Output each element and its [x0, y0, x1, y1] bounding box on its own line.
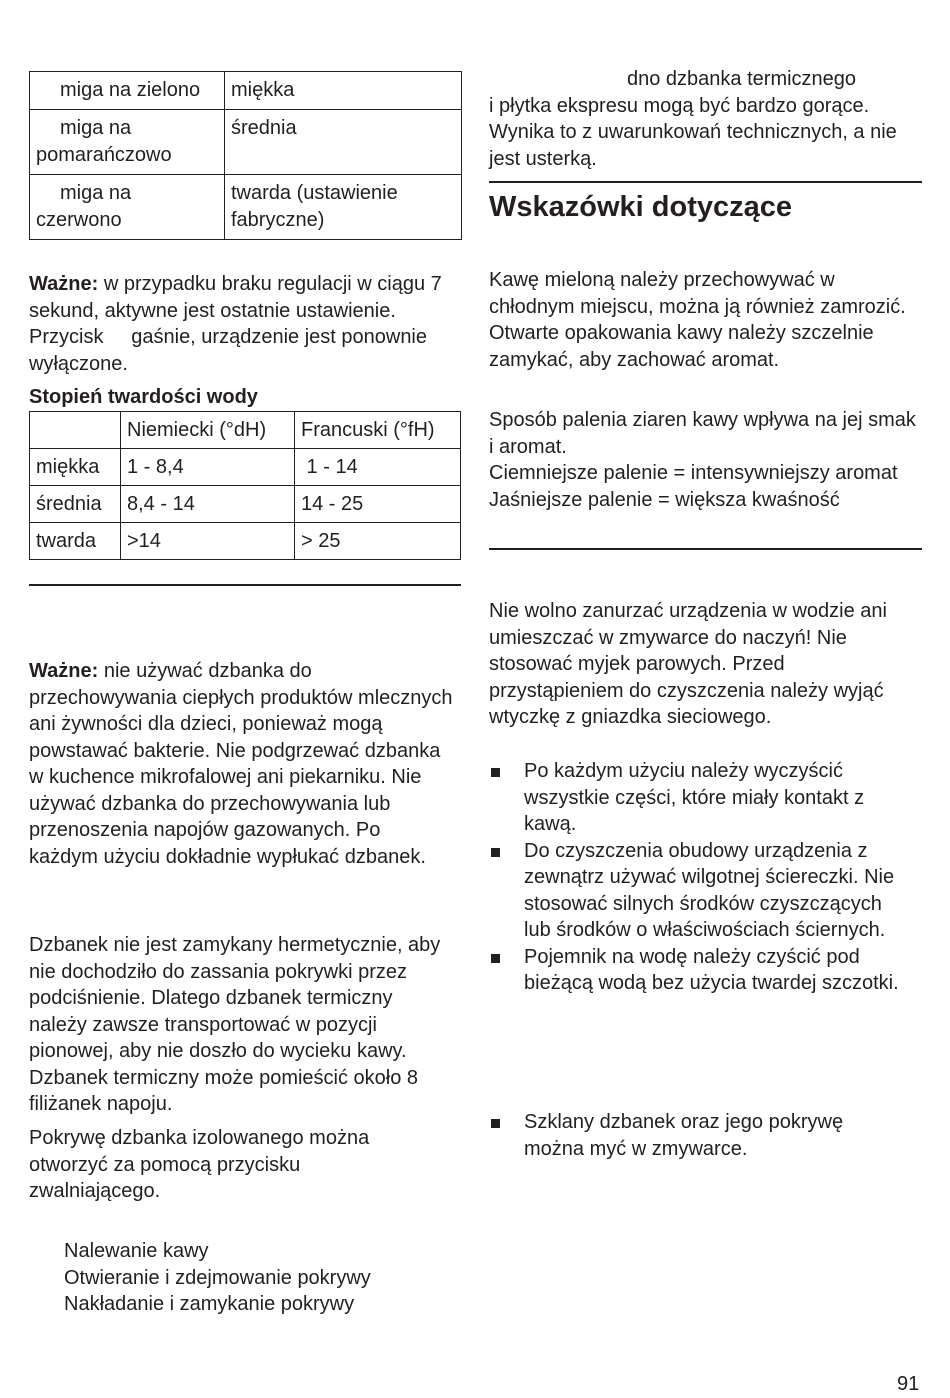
lid-steps-list — [64, 1238, 371, 1318]
tips-roast: Sposób palenia ziaren kawy wpływa na jej smak i aromat. Ciemniejsze palenie = intensywniejszy aromat Jaśniejsze palenie = większa kwaśność — [489, 409, 916, 511]
table-row: Niemiecki (°dH) Francuski (°fH) — [30, 412, 461, 449]
note-settings: Ważne: w przypadku braku regulacji w ciągu 7 sekund, aktywne jest ostatnie ustawienie. Przycisk gaśnie, urządzenie jest ponownie wyłączone. — [29, 273, 442, 375]
hardness-title: Stopień twardości wody — [29, 386, 258, 408]
bullet-square-icon — [491, 768, 500, 777]
table-row: średnia 8,4 - 14 14 - 25 — [30, 486, 461, 523]
list-item: Szklany dzbanek oraz jego pokrywę można myć w zmywarce. — [489, 1109, 899, 1162]
cleaning-bullets — [489, 758, 899, 997]
section-divider — [489, 548, 922, 550]
list-item: Nalewanie kawy — [64, 1240, 209, 1262]
para-jug-seal: Dzbanek nie jest zamykany hermetycznie, aby nie dochodziło do zassania pokrywki przez podciśnienie. Dlatego dzbanek termiczny należy zawsze transportować w pozycji pionowej, aby nie doszło do wycieku kawy. Dzbanek termiczny może pomieścić około 8 filiżanek napoju. — [29, 934, 441, 1115]
table-row: miga na czerwono twarda (ustawienie fabryczne) — [30, 175, 462, 240]
list-item: Nakładanie i zamykanie pokrywy — [64, 1293, 355, 1315]
cleaning-warning: Nie wolno zanurzać urządzenia w wodzie ani umieszczać w zmywarce do naczyń! Nie stosować myjek parowych. Przed przystąpieniem do czyszczenia należy wyjąć wtyczkę z gniazdka sieciowego. — [489, 600, 887, 728]
table-row: miga na pomarańczowo średnia — [30, 110, 462, 175]
para-jug-lid: Pokrywę dzbanka izolowanego można otworzyć za pomocą przycisku zwalniającego. — [29, 1127, 370, 1202]
page-number: 91 — [897, 1373, 920, 1395]
table-row: twarda >14 > 25 — [30, 523, 461, 560]
tips-heading: Wskazówki dotyczące — [489, 191, 792, 223]
led-hardness-table — [29, 71, 462, 240]
list-item: Otwieranie i zdejmowanie pokrywy — [64, 1266, 371, 1289]
bullet-square-icon — [491, 848, 500, 857]
hot-surface-note: dno dzbanka termicznego i płytka ekspresu mogą być bardzo gorące. Wynika to z uwarunkowań technicznych, a nie jest usterką. — [489, 68, 897, 170]
bullet-square-icon — [491, 1119, 500, 1128]
table-row: miga na zielono miękka — [30, 72, 462, 110]
tips-storage: Kawę mieloną należy przechowywać w chłodnym miejscu, można ją również zamrozić. Otwarte opakowania kawy należy szczelnie zamykać, aby zachować aromat. — [489, 269, 906, 371]
bullet-square-icon — [491, 954, 500, 963]
section-divider — [29, 584, 461, 586]
note-jug-usage: Ważne: nie używać dzbanka do przechowywania ciepłych produktów mlecznych ani żywności dla dzieci, ponieważ mogą powstawać bakterie. Nie podgrzewać dzbanka w kuchence mikrofalowej ani piekarniku. Nie używać dzbanka do przechowywania lub przenoszenia napojów gazowanych. Po każdym użyciu dokładnie wypłukać dzbanek. — [29, 660, 453, 868]
list-item: Po każdym użyciu należy wyczyścić wszystkie części, które miały kontakt z kawą. — [489, 758, 899, 838]
table-row: miękka 1 - 8,4 1 - 14 — [30, 449, 461, 486]
water-hardness-table — [29, 411, 461, 560]
list-item: Do czyszczenia obudowy urządzenia z zewnątrz używać wilgotnej ściereczki. Nie stosować silnych środków czyszczących lub środków o właściwościach ściernych. — [489, 838, 899, 944]
dishwasher-bullets — [489, 1109, 899, 1162]
list-item: Pojemnik na wodę należy czyścić pod bieżącą wodą bez użycia twardej szczotki. — [489, 944, 899, 997]
section-divider — [489, 181, 922, 183]
